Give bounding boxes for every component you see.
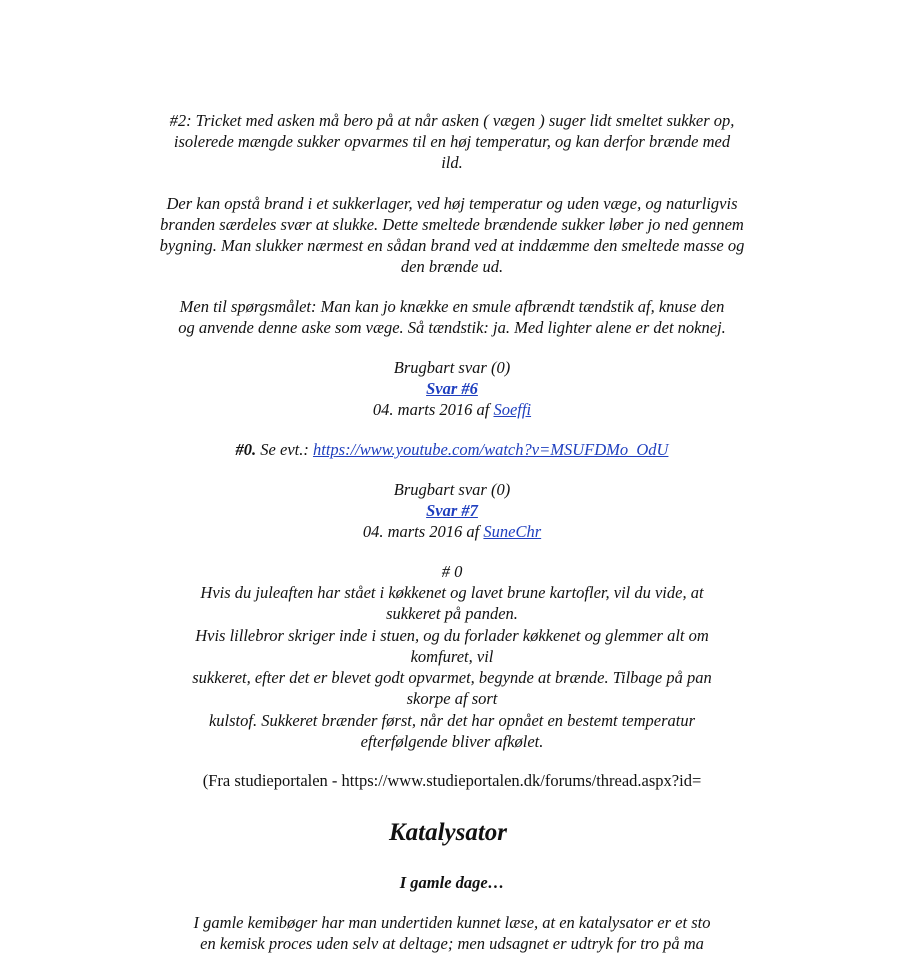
section-line1: I gamle kemibøger har man undertiden kunnet læse, at en katalysator er et sto (193, 913, 711, 932)
reply7-line4: komfuret, vil (410, 647, 494, 666)
section-line2: en kemisk proces uden selv at deltage; men udsagnet er udtryk for tro på ma (200, 934, 704, 953)
reply7-line1: Hvis du juleaften har stået i køkkenet og lavet brune kartofler, vil du vide, at (200, 583, 704, 602)
post2-p3-line2: og anvende denne aske som væge. Så tændstik: ja. Med lighter alene er det noknej. (178, 318, 726, 337)
section-subtitle: I gamle dage… (399, 873, 505, 892)
reply7-line6: skorpe af sort (406, 689, 498, 708)
reply6-youtube-link[interactable]: https://www.youtube.com/watch?v=MSUFDMo_OdU (312, 440, 669, 459)
post2-p2-line4: den brænde ud. (400, 257, 504, 276)
reply7-label-link[interactable]: Svar #7 (426, 501, 478, 520)
post2-p2-line3: bygning. Man slukker nærmest en sådan brand ved at inddæmme den smeltede masse og (159, 236, 745, 255)
section-title: Katalysator (388, 819, 508, 846)
post2-p2-line2: branden særdeles svær at slukke. Dette smeltede brændende sukker løber jo ned gennem (160, 215, 744, 234)
post2-p2-line1: Der kan opstå brand i et sukkerlager, ved høj temperatur og uden væge, og naturligvis (166, 194, 738, 213)
reply7-meta (0, 521, 904, 542)
reply7-useful: Brugbart svar (0) (393, 480, 511, 499)
reply7-line8: efterfølgende bliver afkølet. (360, 732, 544, 751)
reply7-header (0, 500, 904, 521)
reply7-line2: sukkeret på panden. (386, 604, 518, 623)
reply7-date: 04. marts 2016 af (362, 522, 484, 541)
reply6-author-link[interactable]: Soeffi (493, 400, 532, 419)
reply6-useful: Brugbart svar (0) (393, 358, 511, 377)
post2-p3-line1: Men til spørgsmålet: Man kan jo knække en smule afbrændt tændstik af, knuse den (179, 297, 725, 316)
reply7-author-link[interactable]: SuneChr (483, 522, 542, 541)
reply7-line5: sukkeret, efter det er blevet godt opvarmet, begynde at brænde. Tilbage på pan (192, 668, 712, 687)
reply7-line7: kulstof. Sukkeret brænder først, når det har opnået en bestemt temperatur (208, 711, 696, 730)
reply6-header (0, 378, 904, 399)
reply6-ref: #0. (235, 440, 257, 459)
reply7-ref: # 0 (441, 562, 463, 581)
post2-p1-line1: #2: Tricket med asken må bero på at når asken ( vægen ) suger lidt smeltet sukker op, (169, 111, 735, 130)
reply6-body (0, 439, 904, 460)
reply6-label-link[interactable]: Svar #6 (426, 379, 478, 398)
post2-p1-line3: ild. (441, 153, 463, 172)
source-citation: (Fra studieportalen - https://www.studieportalen.dk/forums/thread.aspx?id= (202, 771, 702, 790)
reply6-meta (0, 399, 904, 420)
reply6-date: 04. marts 2016 af (372, 400, 494, 419)
reply7-line3: Hvis lillebror skriger inde i stuen, og du forlader køkkenet og glemmer alt om (195, 626, 709, 645)
post2-p1-line2: isolerede mængde sukker opvarmes til en høj temperatur, og kan derfor brænde med (173, 132, 731, 151)
reply6-text: Se evt.: (256, 440, 313, 459)
